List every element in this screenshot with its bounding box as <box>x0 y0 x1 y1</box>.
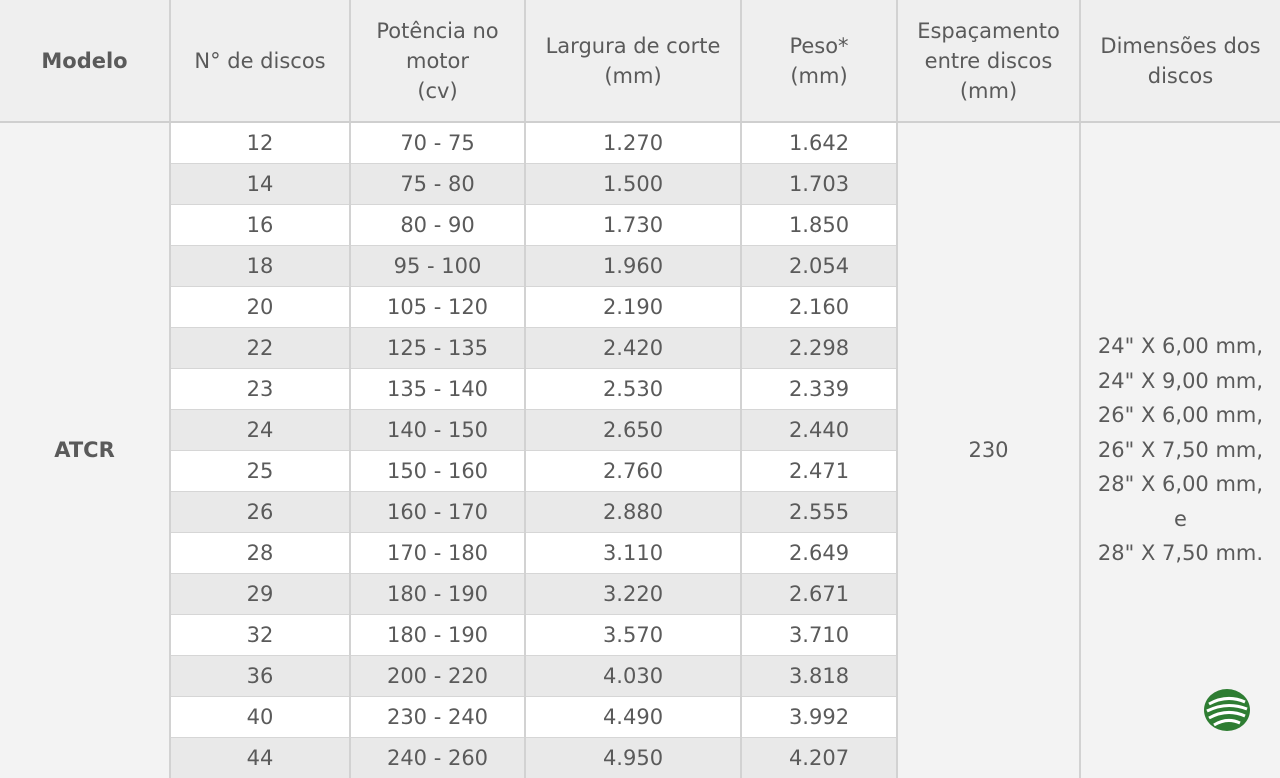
leaf-logo-icon <box>1203 688 1251 732</box>
potencia-cell: 75 - 80 <box>350 163 525 204</box>
discos-cell: 29 <box>170 573 350 614</box>
largura-cell: 4.030 <box>525 655 741 696</box>
largura-cell: 1.500 <box>525 163 741 204</box>
header-espacamento: Espaçamento entre discos (mm) <box>897 0 1080 122</box>
peso-cell: 2.471 <box>741 450 897 491</box>
peso-cell: 2.649 <box>741 532 897 573</box>
discos-cell: 40 <box>170 696 350 737</box>
peso-cell: 2.298 <box>741 327 897 368</box>
largura-cell: 2.650 <box>525 409 741 450</box>
discos-cell: 12 <box>170 122 350 163</box>
discos-cell: 28 <box>170 532 350 573</box>
table-body <box>0 122 1280 778</box>
peso-cell: 2.339 <box>741 368 897 409</box>
largura-cell: 3.570 <box>525 614 741 655</box>
potencia-cell: 105 - 120 <box>350 286 525 327</box>
peso-cell: 3.710 <box>741 614 897 655</box>
peso-cell: 1.850 <box>741 204 897 245</box>
potencia-cell: 70 - 75 <box>350 122 525 163</box>
dimension-line: 24" X 6,00 mm, <box>1097 334 1264 359</box>
discos-cell: 18 <box>170 245 350 286</box>
spacing-cell: 230 <box>897 122 1080 778</box>
potencia-cell: 125 - 135 <box>350 327 525 368</box>
largura-cell: 4.950 <box>525 737 741 778</box>
discos-cell: 25 <box>170 450 350 491</box>
potencia-cell: 230 - 240 <box>350 696 525 737</box>
discos-cell: 26 <box>170 491 350 532</box>
peso-cell: 1.703 <box>741 163 897 204</box>
discos-cell: 14 <box>170 163 350 204</box>
header-dimensoes: Dimensões dos discos <box>1080 0 1280 122</box>
model-cell: ATCR <box>0 122 170 778</box>
header-peso: Peso* (mm) <box>741 0 897 122</box>
header-largura: Largura de corte (mm) <box>525 0 741 122</box>
potencia-cell: 80 - 90 <box>350 204 525 245</box>
potencia-cell: 95 - 100 <box>350 245 525 286</box>
largura-cell: 2.530 <box>525 368 741 409</box>
peso-cell: 3.992 <box>741 696 897 737</box>
potencia-cell: 180 - 190 <box>350 614 525 655</box>
largura-cell: 3.110 <box>525 532 741 573</box>
peso-cell: 2.054 <box>741 245 897 286</box>
dimension-line: 26" X 6,00 mm, <box>1097 403 1264 428</box>
peso-cell: 2.160 <box>741 286 897 327</box>
table-row <box>0 122 1280 163</box>
largura-cell: 3.220 <box>525 573 741 614</box>
discos-cell: 16 <box>170 204 350 245</box>
discos-cell: 32 <box>170 614 350 655</box>
discos-cell: 24 <box>170 409 350 450</box>
potencia-cell: 135 - 140 <box>350 368 525 409</box>
potencia-cell: 240 - 260 <box>350 737 525 778</box>
largura-cell: 4.490 <box>525 696 741 737</box>
header-discos: N° de discos <box>170 0 350 122</box>
potencia-cell: 170 - 180 <box>350 532 525 573</box>
header-modelo: Modelo <box>0 0 170 122</box>
dimension-line: e <box>1174 506 1187 531</box>
peso-cell: 3.818 <box>741 655 897 696</box>
potencia-cell: 160 - 170 <box>350 491 525 532</box>
header-divider <box>0 121 1280 123</box>
dimension-line: 24" X 9,00 mm, <box>1097 368 1264 393</box>
discos-cell: 23 <box>170 368 350 409</box>
potencia-cell: 180 - 190 <box>350 573 525 614</box>
potencia-cell: 150 - 160 <box>350 450 525 491</box>
largura-cell: 2.760 <box>525 450 741 491</box>
header-potencia: Potência no motor (cv) <box>350 0 525 122</box>
peso-cell: 2.555 <box>741 491 897 532</box>
dimension-line: 28" X 7,50 mm. <box>1097 541 1264 566</box>
dimension-line: 26" X 7,50 mm, <box>1097 437 1264 462</box>
peso-cell: 4.207 <box>741 737 897 778</box>
header-row <box>0 0 1280 122</box>
dimension-line: 28" X 6,00 mm, <box>1097 472 1264 497</box>
largura-cell: 1.960 <box>525 245 741 286</box>
potencia-cell: 140 - 150 <box>350 409 525 450</box>
discos-cell: 36 <box>170 655 350 696</box>
largura-cell: 2.880 <box>525 491 741 532</box>
peso-cell: 2.440 <box>741 409 897 450</box>
dimensions-cell <box>1080 122 1280 778</box>
peso-cell: 1.642 <box>741 122 897 163</box>
largura-cell: 1.730 <box>525 204 741 245</box>
peso-cell: 2.671 <box>741 573 897 614</box>
potencia-cell: 200 - 220 <box>350 655 525 696</box>
discos-cell: 44 <box>170 737 350 778</box>
largura-cell: 1.270 <box>525 122 741 163</box>
largura-cell: 2.420 <box>525 327 741 368</box>
discos-cell: 22 <box>170 327 350 368</box>
discos-cell: 20 <box>170 286 350 327</box>
largura-cell: 2.190 <box>525 286 741 327</box>
